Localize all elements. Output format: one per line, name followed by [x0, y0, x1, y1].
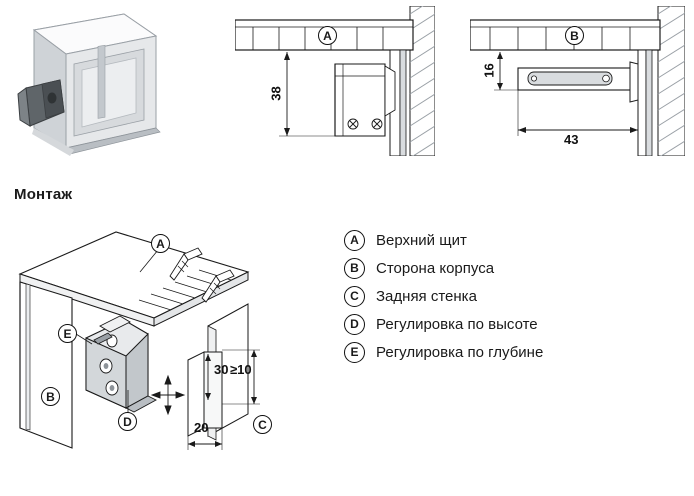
dimension-16: 16 [481, 63, 497, 78]
dimension-20: 20 [194, 420, 209, 435]
dimension-30: 30 [214, 362, 229, 377]
legend-item-d [344, 310, 674, 338]
bracket-photo [12, 8, 172, 168]
side-view-diagram [470, 6, 685, 156]
callout-a-mounting: A [151, 234, 170, 253]
callout-e-mounting: E [58, 324, 77, 343]
top-view-diagram [235, 6, 435, 156]
legend-key-d: D [344, 314, 365, 335]
legend-key-b: B [344, 258, 365, 279]
page-title: Монтаж [14, 186, 73, 203]
mounting-diagram [8, 214, 338, 486]
legend-key-c: C [344, 286, 365, 307]
callout-c-mounting: C [253, 415, 272, 434]
legend-item-a [344, 226, 674, 254]
dimension-38: 38 [268, 86, 284, 101]
legend-label-c: Задняя стенка [376, 287, 477, 305]
legend-key-e: E [344, 342, 365, 363]
callout-b-side-view: B [565, 26, 584, 45]
dimension-min-10: ≥10 [230, 362, 252, 377]
legend-label-e: Регулировка по глубине [376, 343, 544, 361]
dimension-43: 43 [564, 132, 579, 147]
legend-item-b [344, 254, 674, 282]
callout-d-mounting: D [118, 412, 137, 431]
legend [344, 226, 674, 366]
legend-label-b: Сторона корпуса [376, 259, 495, 277]
legend-key-a: A [344, 230, 365, 251]
legend-label-a: Верхний щит [376, 231, 467, 249]
legend-label-d: Регулировка по высоте [376, 315, 538, 333]
legend-item-e [344, 338, 674, 366]
legend-item-c [344, 282, 674, 310]
callout-b-mounting: B [41, 387, 60, 406]
callout-a-top-view: A [318, 26, 337, 45]
